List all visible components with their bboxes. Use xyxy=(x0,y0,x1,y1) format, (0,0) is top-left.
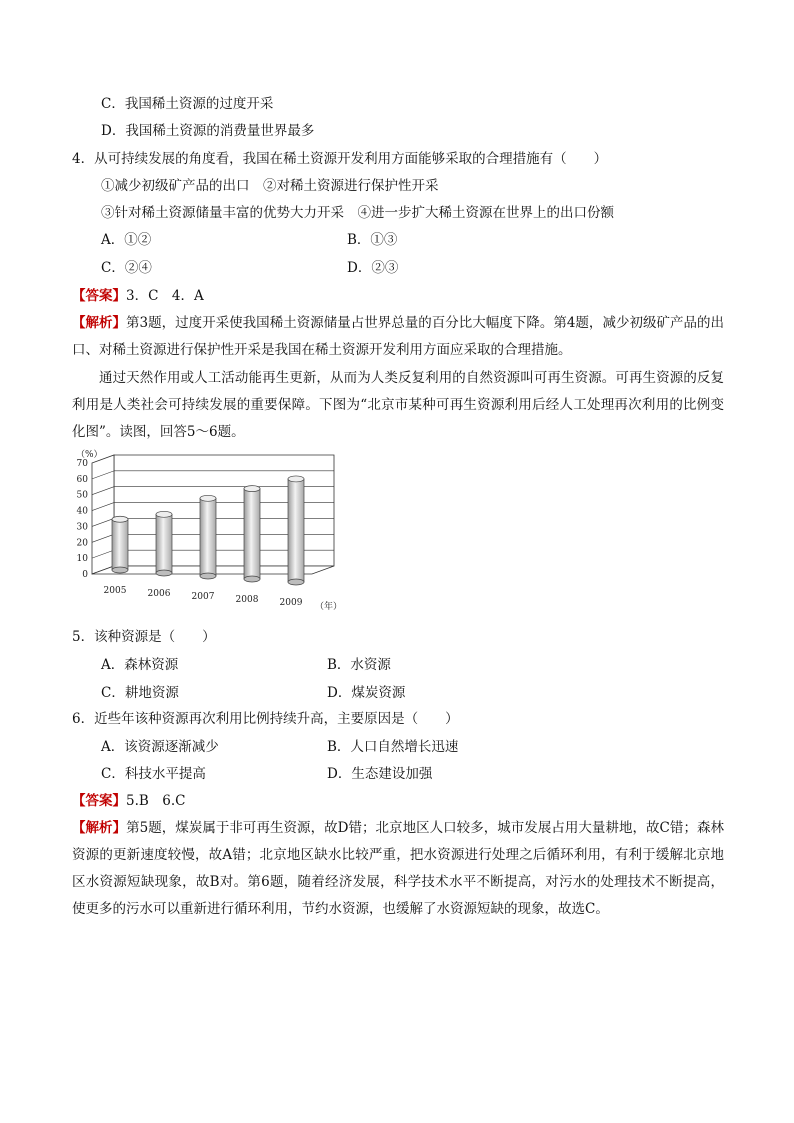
analysis-label: 【解析】 xyxy=(72,820,127,836)
q6-option-b: B．人口自然增长迅速 xyxy=(327,739,459,755)
q6-option-c: C．科技水平提高 xyxy=(101,766,206,782)
bar-top-2007 xyxy=(200,495,216,501)
q6-stem: 6．近些年该种资源再次利用比例持续升高，主要原因是（ ） xyxy=(72,711,459,727)
analysis-text: 第5题，煤炭属于非可再生资源，故D错；北京地区人口较多，城市发展占用大量耕地，故C错；森林资源的更新速度较慢，故A错；北京地区缺水比较严重，把水资源进行处理之后循环利用，有利于缓解北京地区水资源短缺现象，故B对。第6题，随着经济发展，科学技术水平不断提高，对污水的处理技术不断提高，使更多的污水可以重新进行循环利用，节约水资源，也缓解了水资源短缺的现象，故选C。 xyxy=(72,820,724,917)
y-tick-label: 30 xyxy=(76,522,88,533)
intro-paragraph: 通过天然作用或人工活动能再生更新，从而为人类反复利用的自然资源叫可再生资源。可再生资源的反复利用是人类社会可持续发展的重要保障。下图为“北京市某种可再生资源利用后经人工处理再次利用的比例变化图”。读图，回答5～6题。 xyxy=(72,370,724,440)
q5-option-a: A．森林资源 xyxy=(101,657,179,673)
bar-2009 xyxy=(288,479,304,582)
q4-statements-2: ③针对稀土资源储量丰富的优势大力开采 ④进一步扩大稀土资源在世界上的出口份额 xyxy=(101,205,614,221)
answer-5-6 xyxy=(72,792,186,810)
bar-2008 xyxy=(244,489,260,579)
x-tick-label: 2008 xyxy=(235,595,259,605)
bar-base-2007 xyxy=(200,573,216,579)
bar-base-2008 xyxy=(244,576,260,582)
analysis-5-6 xyxy=(72,815,724,923)
answer-text: 3．C 4．A xyxy=(126,288,204,304)
q4-stem: 4．从可持续发展的角度看，我国在稀土资源开发利用方面能够采取的合理措施有（ ） xyxy=(72,151,608,167)
q6-option-d: D．生态建设加强 xyxy=(327,766,433,782)
answer-label: 【答案】 xyxy=(72,793,126,809)
y-tick-label: 50 xyxy=(76,490,88,501)
y-tick-label: 60 xyxy=(76,474,88,485)
answer-text: 5.B 6.C xyxy=(126,793,186,809)
bar-2006 xyxy=(156,514,172,573)
analysis-text: 第3题，过度开采使我国稀土资源储量占世界总量的百分比大幅度下降。第4题，减少初级矿产品的出口、对稀土资源进行保护性开采是我国在稀土资源开发利用方面应采取的合理措施。 xyxy=(72,315,724,358)
q5-option-c: C．耕地资源 xyxy=(101,685,179,701)
y-tick-label: 20 xyxy=(76,538,88,549)
analysis-3-4 xyxy=(72,310,724,364)
q6-option-a: A．该资源逐渐减少 xyxy=(101,739,219,755)
bar-2007 xyxy=(200,498,216,576)
x-tick-label: 2009 xyxy=(279,598,303,608)
y-axis-unit: （%） xyxy=(76,450,103,460)
q3-option-d: D．我国稀土资源的消费量世界最多 xyxy=(101,123,315,139)
chart-left-wall xyxy=(92,455,114,574)
y-tick-label: 70 xyxy=(76,459,88,469)
q4-statements-1: ①减少初级矿产品的出口 ②对稀土资源进行保护性开采 xyxy=(101,178,439,194)
q3-option-c: C．我国稀土资源的过度开采 xyxy=(101,96,274,112)
y-tick-label: 0 xyxy=(82,570,88,580)
bar-base-2009 xyxy=(288,579,304,585)
q4-option-b: B．①③ xyxy=(347,232,398,248)
bar-top-2005 xyxy=(112,516,128,522)
q5-option-b: B．水资源 xyxy=(327,657,391,673)
bar-chart xyxy=(70,448,350,623)
x-tick-label: 2007 xyxy=(191,592,215,602)
answer-label: 【答案】 xyxy=(72,288,126,304)
bar-2005 xyxy=(112,519,128,570)
y-tick-label: 10 xyxy=(76,554,88,565)
bar-base-2006 xyxy=(156,570,172,576)
x-tick-label: 2006 xyxy=(147,589,171,599)
y-tick-label: 40 xyxy=(76,506,88,517)
x-axis-unit: （年） xyxy=(315,602,343,612)
q5-stem: 5．该种资源是（ ） xyxy=(72,629,216,645)
q5-option-d: D．煤炭资源 xyxy=(327,685,406,701)
answer-3-4 xyxy=(72,287,204,305)
analysis-label: 【解析】 xyxy=(72,315,127,331)
bar-top-2008 xyxy=(244,486,260,492)
bar-top-2009 xyxy=(288,476,304,482)
q4-option-d: D．②③ xyxy=(347,260,399,276)
q4-option-c: C．②④ xyxy=(101,260,152,276)
bar-top-2006 xyxy=(156,511,172,517)
q4-option-a: A．①② xyxy=(101,232,152,248)
bar-base-2005 xyxy=(112,567,128,573)
x-tick-label: 2005 xyxy=(103,586,127,596)
